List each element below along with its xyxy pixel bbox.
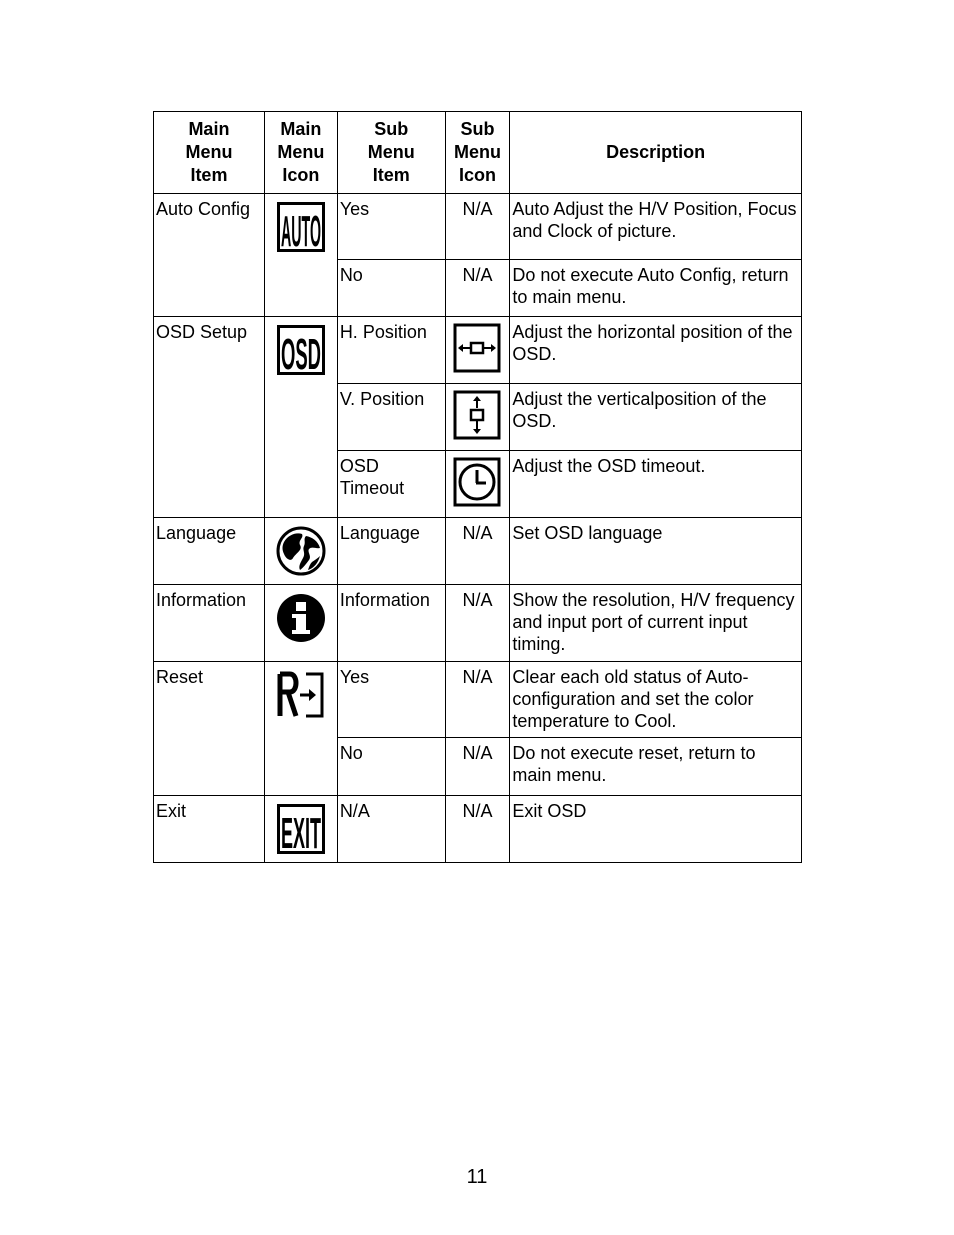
svg-text:OSD: OSD: [280, 330, 321, 375]
sub-icon-na: N/A: [445, 796, 510, 863]
table-row: [154, 518, 802, 585]
vertical-position-icon: [445, 384, 510, 451]
header-sub-menu-icon: Sub Menu Icon: [445, 112, 510, 194]
horizontal-position-icon: [445, 317, 510, 384]
sub-icon-na: N/A: [445, 518, 510, 585]
osd-menu-table: [153, 111, 802, 863]
table-header-row: [154, 112, 802, 194]
clock-icon: [445, 451, 510, 518]
sub-icon-na: N/A: [445, 585, 510, 662]
main-item-cell: Reset: [154, 662, 265, 796]
description-cell: Clear each old status of Auto-configuration and set the color temperature to Cool.: [510, 662, 802, 738]
sub-item-cell: Yes: [337, 194, 445, 260]
svg-text:AUTO: AUTO: [280, 207, 321, 252]
description-cell: Do not execute reset, return to main menu.: [510, 738, 802, 796]
description-cell: Adjust the verticalposition of the OSD.: [510, 384, 802, 451]
main-item-cell: Exit: [154, 796, 265, 863]
sub-icon-na: N/A: [445, 662, 510, 738]
sub-item-cell: Information: [337, 585, 445, 662]
sub-item-cell: No: [337, 738, 445, 796]
svg-text:EXIT: EXIT: [280, 809, 321, 854]
reset-icon: [264, 662, 337, 796]
sub-item-cell: N/A: [337, 796, 445, 863]
sub-item-cell: Language: [337, 518, 445, 585]
description-cell: Adjust the OSD timeout.: [510, 451, 802, 518]
header-description: Description: [510, 112, 802, 194]
table-row: [154, 585, 802, 662]
main-item-cell: OSD Setup: [154, 317, 265, 518]
description-cell: Do not execute Auto Config, return to main menu.: [510, 260, 802, 317]
globe-icon: [264, 518, 337, 585]
sub-icon-na: N/A: [445, 738, 510, 796]
main-item-cell: Language: [154, 518, 265, 585]
info-icon: [264, 585, 337, 662]
table-row: [154, 662, 802, 738]
sub-icon-na: N/A: [445, 260, 510, 317]
sub-item-cell: V. Position: [337, 384, 445, 451]
description-cell: Set OSD language: [510, 518, 802, 585]
sub-item-cell: H. Position: [337, 317, 445, 384]
osd-icon: [264, 317, 337, 518]
description-cell: Auto Adjust the H/V Position, Focus and Clock of picture.: [510, 194, 802, 260]
header-sub-menu-item: Sub Menu Item: [337, 112, 445, 194]
sub-icon-na: N/A: [445, 194, 510, 260]
sub-item-cell: No: [337, 260, 445, 317]
description-cell: Show the resolution, H/V frequency and input port of current input timing.: [510, 585, 802, 662]
description-cell: Adjust the horizontal position of the OSD.: [510, 317, 802, 384]
page-number: 11: [466, 1166, 488, 1188]
description-cell: Exit OSD: [510, 796, 802, 863]
main-item-cell: Auto Config: [154, 194, 265, 317]
auto-icon: [264, 194, 337, 317]
header-main-menu-icon: Main Menu Icon: [264, 112, 337, 194]
table-row: [154, 317, 802, 384]
sub-item-cell: Yes: [337, 662, 445, 738]
table-row: [154, 194, 802, 260]
exit-icon: [264, 796, 337, 863]
table-row: [154, 796, 802, 863]
header-main-menu-item: Main Menu Item: [154, 112, 265, 194]
main-item-cell: Information: [154, 585, 265, 662]
sub-item-cell: OSD Timeout: [337, 451, 445, 518]
